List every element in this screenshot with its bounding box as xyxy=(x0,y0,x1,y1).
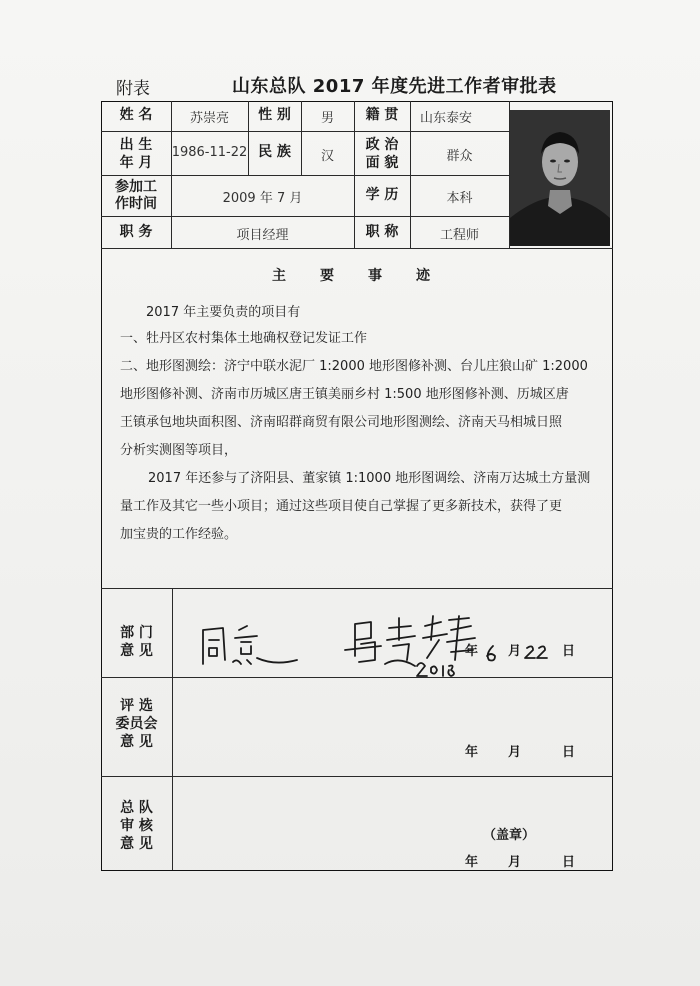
committee-date-day: 日 xyxy=(562,745,576,760)
birth-label-line2: 年 月 xyxy=(119,155,153,171)
hq-date-month: 月 xyxy=(508,855,522,870)
dept-date-year: 年 xyxy=(465,644,479,659)
deeds-line-6: 分析实测图等项目， xyxy=(120,443,238,458)
deeds-line-2: 一、牡丹区农村集体土地确权登记发证工作 xyxy=(120,331,368,346)
table-top-border xyxy=(101,101,613,102)
opinion-line-3 xyxy=(101,776,613,777)
education-label: 学 历 xyxy=(365,187,399,203)
title-value: 工程师 xyxy=(439,228,479,243)
hq-label-1: 总 队 xyxy=(120,800,153,816)
deeds-line-5: 王镇承包地块面积图、济南昭群商贸有限公司地形图测绘、济南天马相城日照 xyxy=(120,415,563,430)
dept-date-month: 月 xyxy=(508,644,522,659)
gender-value: 男 xyxy=(320,111,334,126)
birth-label-line1: 出 生 xyxy=(119,137,153,153)
attachment-label: 附表 xyxy=(116,79,150,99)
row-line-1 xyxy=(101,131,509,132)
ethnicity-label: 民 族 xyxy=(258,144,291,160)
hq-date-year: 年 xyxy=(465,855,479,870)
portrait-image xyxy=(510,110,610,246)
political-label-line1: 政 治 xyxy=(365,137,399,153)
birth-value: 1986-11-22 xyxy=(171,145,248,160)
deeds-line-4: 地形图修补测、济南市历城区唐王镇美丽乡村 1:500 地形图修补测、历城区唐 xyxy=(120,387,569,402)
name-value: 苏崇亮 xyxy=(189,111,229,126)
political-label-line2: 面 貌 xyxy=(365,155,399,171)
hq-seal-label: （盖章） xyxy=(483,828,536,843)
committee-label-1: 评 选 xyxy=(120,698,153,714)
row-line-2 xyxy=(101,175,509,176)
opinion-col-line xyxy=(172,588,173,870)
deeds-line-3: 二、地形图测绘：济宁中联水泥厂 1:2000 地形图修补测、台儿庄狼山矿 1:2000 xyxy=(120,359,588,374)
hq-label-3: 意 见 xyxy=(120,836,153,852)
native-label: 籍 贯 xyxy=(365,107,399,123)
hq-date-day: 日 xyxy=(562,855,576,870)
committee-label-3: 意 见 xyxy=(120,734,153,750)
ethnicity-value: 汉 xyxy=(320,149,334,164)
gender-label: 性 别 xyxy=(258,107,291,123)
title-label: 职 称 xyxy=(365,224,399,240)
table-bottom-border xyxy=(101,870,613,871)
deeds-line-8: 量工作及其它一些小项目；通过这些项目使自己掌握了更多新技术，获得了更 xyxy=(120,499,563,514)
applicant-photo xyxy=(510,110,610,246)
name-label: 姓 名 xyxy=(119,107,153,123)
dept-date-day: 日 xyxy=(562,644,576,659)
committee-label-2: 委员会 xyxy=(115,716,158,732)
main-deeds-title: 主要事迹 xyxy=(272,268,464,284)
work-label-line1: 参加工 xyxy=(115,179,157,195)
deeds-line-7: 2017 年还参与了济阳县、董家镇 1:1000 地形图调绘、济南万达城土方量测 xyxy=(148,471,591,486)
row-line-4 xyxy=(101,248,613,249)
deeds-line-9: 加宝贵的工作经验。 xyxy=(120,527,238,542)
native-value: 山东泰安 xyxy=(419,111,472,126)
position-label: 职 务 xyxy=(119,224,153,240)
deeds-line-1: 2017 年主要负责的项目有 xyxy=(146,305,301,320)
committee-date-year: 年 xyxy=(465,745,479,760)
committee-date-month: 月 xyxy=(508,745,522,760)
education-value: 本科 xyxy=(446,191,473,206)
dept-opinion-label-1: 部 门 xyxy=(120,625,153,641)
position-value: 项目经理 xyxy=(236,228,289,243)
row-line-3 xyxy=(101,216,509,217)
form-title: 山东总队 2017 年度先进工作者审批表 xyxy=(232,76,557,97)
work-start-value: 2009 年 7 月 xyxy=(222,191,303,206)
hq-label-2: 审 核 xyxy=(120,818,153,834)
work-label-line2: 作时间 xyxy=(115,196,157,212)
opinion-top-line xyxy=(101,588,613,589)
political-value: 群众 xyxy=(446,149,473,164)
dept-opinion-label-2: 意 见 xyxy=(120,643,153,659)
